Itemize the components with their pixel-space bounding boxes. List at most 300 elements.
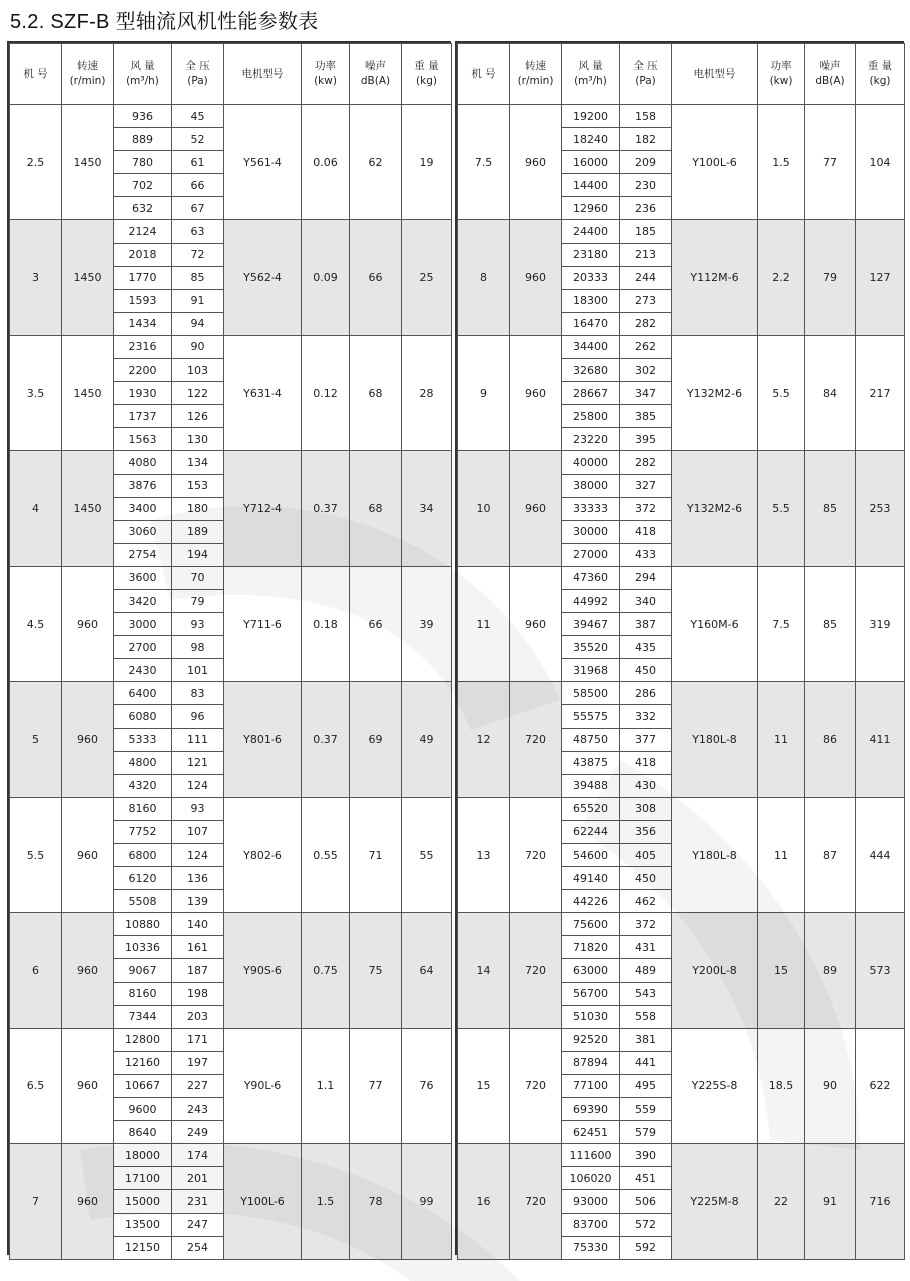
cell-motor: Y200L-8	[672, 913, 758, 1028]
cell-pressure: 395	[620, 428, 672, 451]
cell-speed: 960	[62, 1028, 114, 1143]
cell-noise: 68	[350, 451, 402, 566]
cell-airflow: 3060	[114, 520, 172, 543]
cell-pressure: 387	[620, 613, 672, 636]
cell-pressure: 198	[172, 982, 224, 1005]
fan-model-group	[10, 1144, 452, 1259]
cell-motor: Y90L-6	[224, 1028, 302, 1143]
cell-pressure: 247	[172, 1213, 224, 1236]
header-pressure-label: 全 压	[185, 60, 210, 72]
cell-model: 7	[10, 1144, 62, 1259]
cell-airflow: 17100	[114, 1167, 172, 1190]
header-airflow-unit: (m³/h)	[574, 75, 607, 87]
cell-pressure: 90	[172, 335, 224, 358]
cell-airflow: 38000	[562, 474, 620, 497]
cell-pressure: 66	[172, 174, 224, 197]
cell-pressure: 103	[172, 359, 224, 382]
cell-airflow: 6120	[114, 867, 172, 890]
cell-airflow: 13500	[114, 1213, 172, 1236]
cell-pressure: 134	[172, 451, 224, 474]
cell-airflow: 39488	[562, 774, 620, 797]
cell-airflow: 936	[114, 105, 172, 128]
cell-pressure: 433	[620, 543, 672, 566]
fan-model-group	[458, 797, 905, 912]
cell-airflow: 18300	[562, 289, 620, 312]
header-row	[458, 44, 905, 105]
cell-pressure: 372	[620, 913, 672, 936]
header-row	[10, 44, 452, 105]
table-row	[458, 1144, 905, 1167]
header-motor	[224, 44, 302, 105]
cell-motor: Y112M-6	[672, 220, 758, 335]
cell-pressure: 182	[620, 128, 672, 151]
fan-model-group	[458, 1028, 905, 1143]
cell-pressure: 254	[172, 1236, 224, 1259]
cell-weight: 127	[856, 220, 905, 335]
cell-airflow: 24400	[562, 220, 620, 243]
cell-pressure: 286	[620, 682, 672, 705]
cell-pressure: 124	[172, 774, 224, 797]
cell-motor: Y90S-6	[224, 913, 302, 1028]
cell-airflow: 2700	[114, 636, 172, 659]
cell-airflow: 16000	[562, 151, 620, 174]
cell-airflow: 25800	[562, 405, 620, 428]
cell-noise: 62	[350, 105, 402, 220]
cell-noise: 66	[350, 220, 402, 335]
cell-pressure: 356	[620, 820, 672, 843]
cell-weight: 39	[402, 566, 452, 681]
cell-airflow: 3000	[114, 613, 172, 636]
cell-pressure: 243	[172, 1098, 224, 1121]
cell-power: 5.5	[758, 335, 805, 450]
header-motor-label: 电机型号	[693, 67, 736, 80]
cell-pressure: 273	[620, 289, 672, 312]
cell-pressure: 52	[172, 128, 224, 151]
cell-pressure: 187	[172, 959, 224, 982]
cell-speed: 960	[510, 566, 562, 681]
cell-pressure: 495	[620, 1074, 672, 1097]
header-weight	[856, 44, 905, 105]
cell-weight: 319	[856, 566, 905, 681]
fan-model-group	[10, 682, 452, 797]
header-power-label: 功率	[770, 60, 792, 72]
cell-speed: 960	[510, 220, 562, 335]
cell-model: 5	[10, 682, 62, 797]
cell-weight: 253	[856, 451, 905, 566]
header-pressure-unit: (Pa)	[187, 75, 208, 87]
cell-pressure: 430	[620, 774, 672, 797]
cell-airflow: 16470	[562, 312, 620, 335]
cell-airflow: 1930	[114, 382, 172, 405]
fan-model-group	[458, 566, 905, 681]
cell-airflow: 48750	[562, 728, 620, 751]
cell-weight: 104	[856, 105, 905, 220]
table-row	[10, 913, 452, 936]
cell-model: 2.5	[10, 105, 62, 220]
cell-pressure: 227	[172, 1074, 224, 1097]
cell-airflow: 1434	[114, 312, 172, 335]
cell-airflow: 1737	[114, 405, 172, 428]
cell-weight: 76	[402, 1028, 452, 1143]
cell-airflow: 75600	[562, 913, 620, 936]
fan-model-group	[10, 335, 452, 450]
cell-airflow: 23180	[562, 243, 620, 266]
fan-model-group	[10, 1028, 452, 1143]
cell-power: 1.1	[302, 1028, 350, 1143]
cell-airflow: 51030	[562, 1005, 620, 1028]
cell-airflow: 69390	[562, 1098, 620, 1121]
cell-airflow: 49140	[562, 867, 620, 890]
cell-power: 0.37	[302, 682, 350, 797]
cell-pressure: 140	[172, 913, 224, 936]
cell-airflow: 44992	[562, 589, 620, 612]
fan-model-group	[10, 566, 452, 681]
cell-weight: 444	[856, 797, 905, 912]
cell-airflow: 56700	[562, 982, 620, 1005]
cell-speed: 960	[62, 913, 114, 1028]
header-speed	[510, 44, 562, 105]
header-power	[758, 44, 805, 105]
cell-weight: 49	[402, 682, 452, 797]
cell-power: 0.18	[302, 566, 350, 681]
cell-airflow: 2430	[114, 659, 172, 682]
cell-airflow: 8160	[114, 982, 172, 1005]
cell-model: 3	[10, 220, 62, 335]
header-model-label: 机 号	[471, 67, 496, 80]
cell-pressure: 72	[172, 243, 224, 266]
cell-airflow: 2316	[114, 335, 172, 358]
cell-motor: Y712-4	[224, 451, 302, 566]
fan-model-group	[458, 1144, 905, 1259]
left-performance-table	[9, 43, 452, 1260]
cell-motor: Y225M-8	[672, 1144, 758, 1259]
cell-power: 0.12	[302, 335, 350, 450]
cell-model: 8	[458, 220, 510, 335]
cell-power: 22	[758, 1144, 805, 1259]
cell-airflow: 44226	[562, 890, 620, 913]
cell-airflow: 12960	[562, 197, 620, 220]
cell-pressure: 85	[172, 266, 224, 289]
cell-noise: 68	[350, 335, 402, 450]
table-row	[10, 1028, 452, 1051]
cell-weight: 64	[402, 913, 452, 1028]
cell-airflow: 30000	[562, 520, 620, 543]
cell-airflow: 632	[114, 197, 172, 220]
cell-pressure: 435	[620, 636, 672, 659]
header-weight-label: 重 量	[867, 60, 893, 72]
cell-weight: 716	[856, 1144, 905, 1259]
cell-airflow: 14400	[562, 174, 620, 197]
cell-airflow: 93000	[562, 1190, 620, 1213]
cell-power: 0.55	[302, 797, 350, 912]
header-weight-unit: (kg)	[869, 75, 891, 87]
cell-noise: 85	[805, 566, 856, 681]
cell-airflow: 111600	[562, 1144, 620, 1167]
header-pressure	[172, 44, 224, 105]
cell-airflow: 18240	[562, 128, 620, 151]
cell-pressure: 418	[620, 520, 672, 543]
cell-airflow: 19200	[562, 105, 620, 128]
right-performance-table-frame	[455, 41, 904, 1255]
cell-pressure: 451	[620, 1167, 672, 1190]
header-noise	[805, 44, 856, 105]
cell-weight: 28	[402, 335, 452, 450]
cell-airflow: 8640	[114, 1121, 172, 1144]
cell-airflow: 87894	[562, 1051, 620, 1074]
cell-airflow: 15000	[114, 1190, 172, 1213]
cell-speed: 960	[62, 797, 114, 912]
cell-power: 7.5	[758, 566, 805, 681]
table-row	[458, 1028, 905, 1051]
cell-airflow: 18000	[114, 1144, 172, 1167]
cell-model: 16	[458, 1144, 510, 1259]
cell-airflow: 10336	[114, 936, 172, 959]
cell-airflow: 4080	[114, 451, 172, 474]
cell-power: 15	[758, 913, 805, 1028]
cell-noise: 90	[805, 1028, 856, 1143]
cell-airflow: 10880	[114, 913, 172, 936]
cell-pressure: 372	[620, 497, 672, 520]
cell-airflow: 62244	[562, 820, 620, 843]
fan-model-group	[458, 335, 905, 450]
cell-speed: 720	[510, 1144, 562, 1259]
header-model	[458, 44, 510, 105]
cell-airflow: 106020	[562, 1167, 620, 1190]
header-noise-unit: dB(A)	[360, 75, 391, 87]
cell-airflow: 27000	[562, 543, 620, 566]
cell-pressure: 70	[172, 566, 224, 589]
cell-weight: 25	[402, 220, 452, 335]
cell-airflow: 77100	[562, 1074, 620, 1097]
cell-weight: 55	[402, 797, 452, 912]
left-performance-table-frame	[7, 41, 451, 1255]
fan-model-group	[10, 451, 452, 566]
cell-speed: 720	[510, 1028, 562, 1143]
cell-model: 9	[458, 335, 510, 450]
cell-pressure: 194	[172, 543, 224, 566]
cell-pressure: 94	[172, 312, 224, 335]
header-speed-unit: (r/min)	[517, 75, 554, 87]
cell-pressure: 558	[620, 1005, 672, 1028]
cell-airflow: 8160	[114, 797, 172, 820]
table-row	[458, 105, 905, 128]
cell-power: 18.5	[758, 1028, 805, 1143]
cell-motor: Y801-6	[224, 682, 302, 797]
cell-model: 12	[458, 682, 510, 797]
cell-power: 1.5	[758, 105, 805, 220]
cell-pressure: 161	[172, 936, 224, 959]
cell-airflow: 702	[114, 174, 172, 197]
cell-airflow: 12160	[114, 1051, 172, 1074]
cell-pressure: 83	[172, 682, 224, 705]
cell-airflow: 2200	[114, 359, 172, 382]
cell-airflow: 92520	[562, 1028, 620, 1051]
cell-pressure: 45	[172, 105, 224, 128]
cell-weight: 19	[402, 105, 452, 220]
cell-airflow: 5333	[114, 728, 172, 751]
cell-pressure: 405	[620, 844, 672, 867]
table-row	[458, 797, 905, 820]
cell-motor: Y562-4	[224, 220, 302, 335]
cell-airflow: 3876	[114, 474, 172, 497]
cell-pressure: 61	[172, 151, 224, 174]
cell-pressure: 282	[620, 312, 672, 335]
cell-pressure: 107	[172, 820, 224, 843]
table-header	[10, 44, 452, 105]
header-speed-label: 转速	[525, 60, 546, 72]
cell-airflow: 3420	[114, 589, 172, 612]
cell-airflow: 4320	[114, 774, 172, 797]
cell-airflow: 43875	[562, 751, 620, 774]
cell-pressure: 231	[172, 1190, 224, 1213]
cell-noise: 77	[805, 105, 856, 220]
header-weight-label: 重 量	[414, 60, 439, 72]
cell-noise: 87	[805, 797, 856, 912]
cell-airflow: 12800	[114, 1028, 172, 1051]
cell-power: 2.2	[758, 220, 805, 335]
cell-airflow: 35520	[562, 636, 620, 659]
cell-power: 0.06	[302, 105, 350, 220]
table-row	[458, 682, 905, 705]
header-power-label: 功率	[315, 60, 336, 72]
cell-airflow: 9600	[114, 1098, 172, 1121]
cell-speed: 1450	[62, 220, 114, 335]
cell-pressure: 579	[620, 1121, 672, 1144]
cell-motor: Y180L-8	[672, 797, 758, 912]
cell-airflow: 63000	[562, 959, 620, 982]
cell-weight: 34	[402, 451, 452, 566]
cell-airflow: 20333	[562, 266, 620, 289]
cell-pressure: 262	[620, 335, 672, 358]
cell-pressure: 249	[172, 1121, 224, 1144]
cell-pressure: 244	[620, 266, 672, 289]
cell-speed: 960	[510, 335, 562, 450]
cell-pressure: 441	[620, 1051, 672, 1074]
cell-airflow: 2018	[114, 243, 172, 266]
cell-noise: 66	[350, 566, 402, 681]
cell-model: 14	[458, 913, 510, 1028]
table-row	[458, 566, 905, 589]
cell-speed: 720	[510, 682, 562, 797]
cell-motor: Y180L-8	[672, 682, 758, 797]
cell-airflow: 3600	[114, 566, 172, 589]
header-power	[302, 44, 350, 105]
header-motor-label: 电机型号	[241, 67, 284, 80]
cell-motor: Y100L-6	[672, 105, 758, 220]
cell-pressure: 201	[172, 1167, 224, 1190]
cell-weight: 99	[402, 1144, 452, 1259]
cell-airflow: 6400	[114, 682, 172, 705]
cell-airflow: 6800	[114, 844, 172, 867]
cell-pressure: 96	[172, 705, 224, 728]
cell-pressure: 385	[620, 405, 672, 428]
cell-pressure: 450	[620, 867, 672, 890]
cell-speed: 960	[62, 1144, 114, 1259]
cell-noise: 91	[805, 1144, 856, 1259]
cell-pressure: 98	[172, 636, 224, 659]
cell-airflow: 75330	[562, 1236, 620, 1259]
cell-power: 0.09	[302, 220, 350, 335]
cell-pressure: 213	[620, 243, 672, 266]
cell-model: 4	[10, 451, 62, 566]
cell-weight: 573	[856, 913, 905, 1028]
header-noise-label: 噪声	[365, 60, 386, 72]
cell-speed: 960	[510, 105, 562, 220]
cell-power: 11	[758, 682, 805, 797]
cell-model: 10	[458, 451, 510, 566]
cell-weight: 622	[856, 1028, 905, 1143]
cell-airflow: 1563	[114, 428, 172, 451]
cell-airflow: 7752	[114, 820, 172, 843]
cell-noise: 71	[350, 797, 402, 912]
cell-airflow: 780	[114, 151, 172, 174]
cell-speed: 720	[510, 797, 562, 912]
cell-airflow: 31968	[562, 659, 620, 682]
cell-pressure: 171	[172, 1028, 224, 1051]
cell-noise: 77	[350, 1028, 402, 1143]
header-airflow	[114, 44, 172, 105]
fan-model-group	[10, 105, 452, 220]
cell-speed: 720	[510, 913, 562, 1028]
cell-motor: Y631-4	[224, 335, 302, 450]
cell-pressure: 377	[620, 728, 672, 751]
cell-weight: 217	[856, 335, 905, 450]
header-pressure-unit: (Pa)	[635, 75, 656, 87]
cell-noise: 78	[350, 1144, 402, 1259]
cell-speed: 960	[62, 682, 114, 797]
table-row	[458, 913, 905, 936]
page-title: 5.2. SZF-B 型轴流风机性能参数表	[10, 11, 319, 33]
cell-noise: 85	[805, 451, 856, 566]
cell-airflow: 7344	[114, 1005, 172, 1028]
cell-pressure: 122	[172, 382, 224, 405]
cell-airflow: 65520	[562, 797, 620, 820]
table-row	[10, 451, 452, 474]
cell-airflow: 2754	[114, 543, 172, 566]
cell-pressure: 489	[620, 959, 672, 982]
cell-power: 1.5	[302, 1144, 350, 1259]
cell-pressure: 592	[620, 1236, 672, 1259]
cell-pressure: 197	[172, 1051, 224, 1074]
cell-airflow: 1770	[114, 266, 172, 289]
header-speed-label: 转速	[77, 60, 98, 72]
header-weight-unit: (kg)	[416, 75, 437, 87]
header-airflow-label: 风 量	[130, 60, 155, 72]
cell-airflow: 28667	[562, 382, 620, 405]
cell-pressure: 209	[620, 151, 672, 174]
cell-pressure: 136	[172, 867, 224, 890]
cell-pressure: 93	[172, 797, 224, 820]
cell-pressure: 93	[172, 613, 224, 636]
cell-pressure: 121	[172, 751, 224, 774]
cell-airflow: 62451	[562, 1121, 620, 1144]
cell-motor: Y711-6	[224, 566, 302, 681]
cell-airflow: 889	[114, 128, 172, 151]
fan-model-group	[458, 105, 905, 220]
cell-model: 7.5	[458, 105, 510, 220]
cell-motor: Y160M-6	[672, 566, 758, 681]
cell-pressure: 185	[620, 220, 672, 243]
cell-model: 4.5	[10, 566, 62, 681]
cell-airflow: 23220	[562, 428, 620, 451]
cell-pressure: 101	[172, 659, 224, 682]
table-row	[10, 105, 452, 128]
fan-model-group	[10, 797, 452, 912]
header-noise-unit: dB(A)	[815, 75, 845, 87]
cell-speed: 1450	[62, 105, 114, 220]
cell-pressure: 327	[620, 474, 672, 497]
cell-pressure: 506	[620, 1190, 672, 1213]
